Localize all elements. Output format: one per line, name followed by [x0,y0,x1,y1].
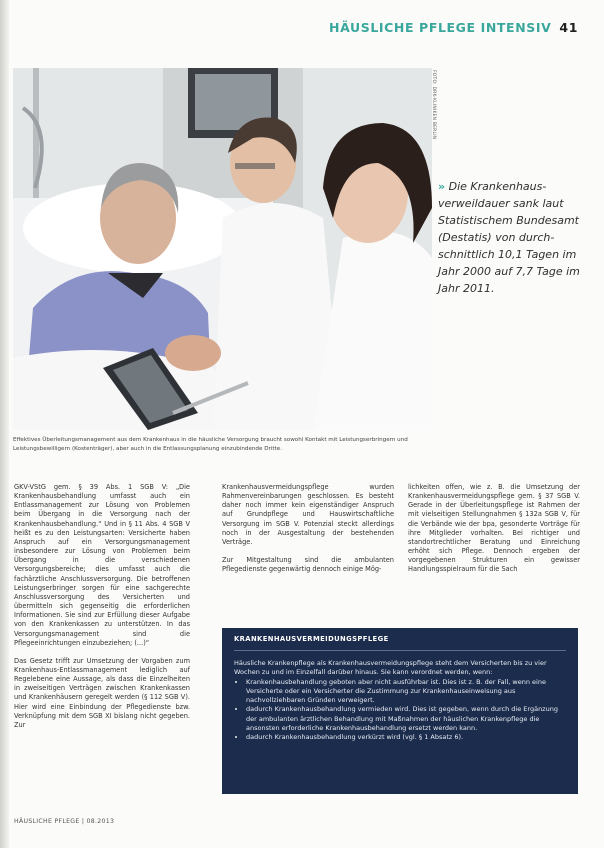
paragraph: lichkeiten offen, wie z. B. die Umsetzung der Krankenhausvermeidungspflege gem. § 37 SGB V. Gerade in der Überleitungspflege ist Rahmen der mit vielseitigen Stellungnahmen § 132a SGB V, für die Verbände wie der bpa, gesonderte Vorträge für ihre Mitglieder vorhalten. Bei richtiger und standortrechtlicher Beratung und Einreichung erhöht sich Pflege. Dennoch ergeben der vorgegebenen Strukturen ein gewisser Handlungsspielraum für die Sach [408,483,580,574]
hospital-scene-illustration [13,68,432,430]
list-item: • dadurch Krankenhausbehandlung vermieden wird. Dies ist gegeben, wenn durch die Ergänzung der ambulanten ärztlichen Behandlung mit Maßnahmen der häuslichen Krankenpflege die ansonsten erforderliche Krankenhausbehandlung ersetzt werden kann. [246,705,566,733]
paragraph: Krankenhausvermeidungspflege wurden Rahmenvereinbarungen geschlossen. Es besteht daher noch immer kein eigenständiger Anspruch auf Grundpflege und Hauswirtschaftliche Versorgung im SGB V. Potenzial steckt allerdings noch in der Ausgestaltung der bestehenden Verträge. [222,483,394,546]
photo-caption: Effektives Überleitungsmanagement aus dem Krankenhaus in die häusliche Versorgung braucht sowohl Kontakt mit Leistungserbringern und Leistungsbewilligern (Kostenträger), aber auch in die Entlassungsplanung einzubindende Dritte. [13,437,408,452]
pull-quote [438,178,584,297]
text-column-3 [408,483,580,584]
paragraph: Das Gesetz trifft zur Umsetzung der Vorgaben zum Krankenhaus-Entlassmanagement lediglich auf Regelebene eine Aussage, als dass die Einzelheiten in zweiseitigen Verträgen zwischen Krankenkassen und Krankenhäusern geregelt werden (§ 112 SGB V). Hier wird eine Einbindung der Pflegedienste bzw. Verknüpfung mit dem SGB XI bislang nicht gegeben. Zur [14,656,190,729]
info-box-body [234,659,566,743]
page-number: 41 [559,20,578,35]
article-photo [13,68,432,430]
paragraph: Zur Mitgestaltung sind die ambulanten Pflegedienste gegenwärtig dennoch einige Mög- [222,556,394,574]
page-binding-edge [0,0,9,848]
info-box-title: KRANKENHAUSVERMEIDUNGSPFLEGE [234,635,389,643]
quote-mark: » [438,180,446,193]
page-footer: HÄUSLICHE PFLEGE | 08.2013 [14,818,115,825]
photo-credit: FOTO: DRK-KLINIKEN BERLIN [431,70,436,140]
info-box-list [234,678,566,743]
info-box-divider [234,650,566,651]
list-item: • dadurch Krankenhausbehandlung verkürzt wird (vgl. § 1 Absatz 6). [246,733,566,742]
info-box [222,628,578,794]
text-column-1 [14,483,190,739]
text-column-2 [222,483,394,583]
section-title: HÄUSLICHE PFLEGE INTENSIV [329,20,552,35]
info-box-intro: Häusliche Krankenpflege als Krankenhausvermeidungspflege steht dem Versicherten bis zu vier Wochen zu und im Einzelfall darüber hinaus. Sie kann verordnet werden, wenn: [234,659,547,677]
pull-quote-text: Die Krankenhaus-verweildauer sank laut Statistischem Bundesamt (Destatis) von durch-schnittlich 10,1 Tagen im Jahr 2000 auf 7,7 Tage im Jahr 2011. [438,180,580,295]
list-item: • Krankenhausbehandlung geboten aber nicht ausführbar ist. Dies ist z. B. der Fall, wenn eine Versicherte oder ein Versicherter die Zustimmung zur Krankenhauseinweisung aus nachvollziehbaren Gründen verweigert. [246,678,566,706]
running-head [300,20,578,38]
paragraph: GKV-VStG gem. § 39 Abs. 1 SGB V: „Die Krankenhausbehandlung umfasst auch ein Entlassmanagement zur Lösung von Problemen beim Übergang in die Versorgung nach der Krankenhausbehandlung.“ Und in § 11 Abs. 4 SGB V heißt es zu den Leistungsarten: Versicherte haben Anspruch auf ein Versorgungsmanagement insbesondere zur Lösung von Problemen beim Übergang in die verschiedenen Versorgungsbereiche; dies umfasst auch die fachärztliche Anschlussversorgung. Die betroffenen Leistungserbringer sorgen für eine sachgerechte Anschlussversorgung des Versicherten und übermitteln sich gegenseitig die erforderlichen Informationen. Sie sind zur Erfüllung dieser Aufgabe von den Krankenkassen zu unterstützen. In das Versorgungsmanagement sind die Pflegeeinrichtungen einzubeziehen; (...)“ [14,483,190,647]
